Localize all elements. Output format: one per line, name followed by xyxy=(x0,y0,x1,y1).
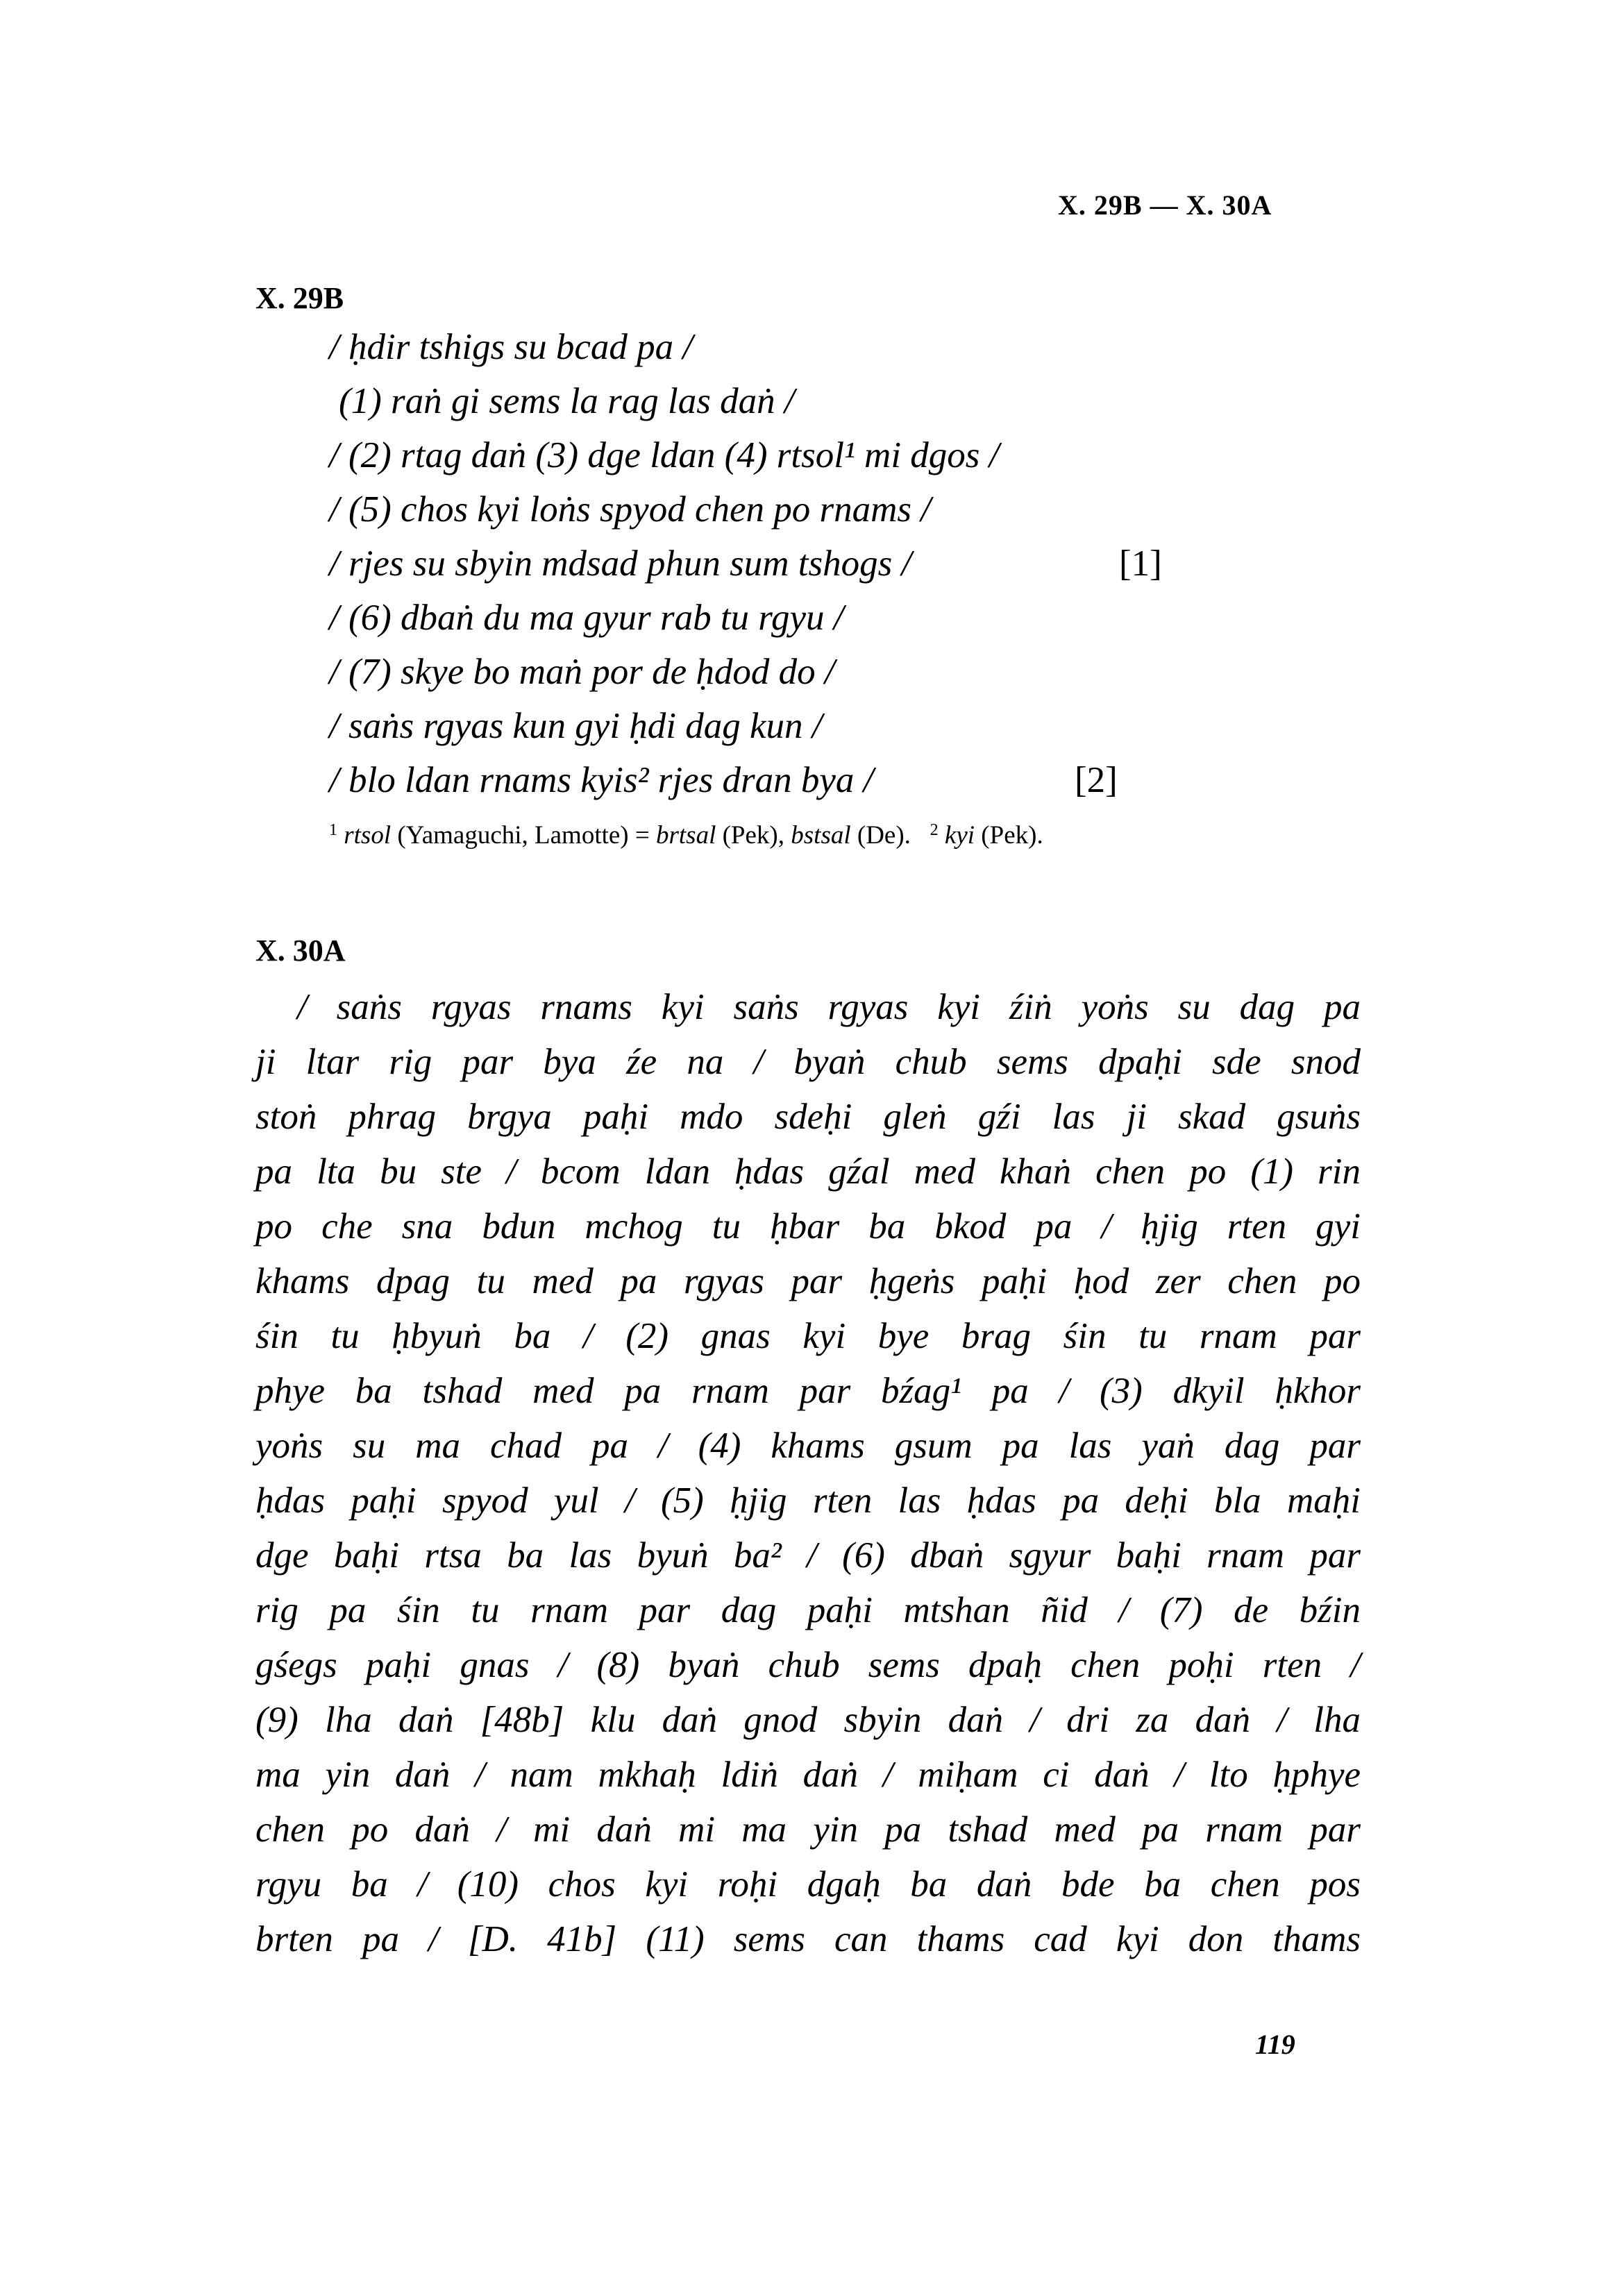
verse-text: / saṅs rgyas kun gyi ḥdi dag kun / xyxy=(329,706,823,746)
prose-line: dge baḥi rtsa ba las byuṅ ba² / (6) dbaṅ sgyur baḥi rnam par xyxy=(255,1535,1361,1576)
prose-line: phye ba tshad med pa rnam par bźag¹ pa / (3) dkyil ḥkhor xyxy=(255,1371,1361,1411)
verse-text: / blo ldan rnams kyis² rjes dran bya / xyxy=(329,760,874,800)
verse-line xyxy=(0,543,1623,598)
footnote-text: (Yamaguchi, Lamotte) = xyxy=(397,821,650,850)
footnote-mark: 1 xyxy=(329,821,337,839)
prose-block xyxy=(255,980,1361,1967)
footnote-mark: 2 xyxy=(930,821,939,839)
verse-text: / (2) rtag daṅ (3) dge ldan (4) rtsol¹ mi dgos / xyxy=(329,435,1000,475)
verse-text: / rjes su sbyin mdsad phun sum tshogs / xyxy=(329,543,912,584)
verse-text: / (5) chos kyi loṅs spyod chen po rnams / xyxy=(329,489,931,530)
verse-line xyxy=(0,705,1623,761)
verse-text: / ḥdir tshigs su bcad pa / xyxy=(329,327,693,367)
prose-line: śin tu ḥbyuṅ ba / (2) gnas kyi bye brag śin tu rnam par xyxy=(255,1316,1361,1356)
prose-line: stoṅ phrag brgya paḥi mdo sdeḥi gleṅ gźi las ji skad gsuṅs xyxy=(255,1097,1361,1137)
prose-line: khams dpag tu med pa rgyas par ḥgeṅs paḥi ḥod zer chen po xyxy=(255,1261,1361,1301)
prose-line: rgyu ba / (10) chos kyi roḥi dgaḥ ba daṅ bde ba chen pos xyxy=(255,1864,1361,1905)
verse-line xyxy=(0,326,1623,382)
verse-reference: [1] xyxy=(1119,543,1162,584)
verse-text: / (6) dbaṅ du ma gyur rab tu rgyu / xyxy=(329,598,844,638)
prose-line: yoṅs su ma chad pa / (4) khams gsum pa las yaṅ dag par xyxy=(255,1426,1361,1466)
prose-line: ji ltar rig par bya źe na / byaṅ chub sems dpaḥi sde snod xyxy=(255,1042,1361,1082)
verse-line xyxy=(0,489,1623,544)
footnote-variant: bstsal xyxy=(791,821,851,850)
verse-text: / (7) skye bo maṅ por de ḥdod do / xyxy=(329,652,835,692)
page-number: 119 xyxy=(1255,2029,1295,2060)
verse-text: (1) raṅ gi sems la rag las daṅ / xyxy=(339,381,795,421)
running-head: X. 29B — X. 30A xyxy=(1058,189,1272,221)
prose-line: po che sna bdun mchog tu ḥbar ba bkod pa / ḥjig rten gyi xyxy=(255,1206,1361,1247)
footnote-word: rtsol xyxy=(344,821,392,850)
prose-line: rig pa śin tu rnam par dag paḥi mtshan ñid / (7) de bźin xyxy=(255,1590,1361,1630)
prose-line: chen po daṅ / mi daṅ mi ma yin pa tshad med pa rnam par xyxy=(255,1809,1361,1850)
prose-line: (9) lha daṅ [48b] klu daṅ gnod sbyin daṅ / dri za daṅ / lha xyxy=(255,1700,1361,1740)
footnote-variant: brtsal xyxy=(656,821,716,850)
prose-line: pa lta bu ste / bcom ldan ḥdas gźal med khaṅ chen po (1) rin xyxy=(255,1151,1361,1192)
section-heading-30a: X. 30A xyxy=(255,934,346,968)
prose-line: brten pa / [D. 41b] (11) sems can thams cad kyi don thams xyxy=(255,1919,1361,1959)
verse-line xyxy=(0,651,1623,707)
verse-reference: [2] xyxy=(1075,760,1118,800)
footnote-source: (De). xyxy=(857,821,911,850)
verse-line xyxy=(0,759,1623,815)
footnote-source: (Pek), xyxy=(722,821,785,850)
footnote-source: (Pek). xyxy=(981,821,1043,850)
verse-line xyxy=(0,597,1623,652)
footnote-word: kyi xyxy=(944,821,975,850)
prose-line: gśegs paḥi gnas / (8) byaṅ chub sems dpaḥ chen poḥi rten / xyxy=(255,1645,1361,1685)
prose-line: ḥdas paḥi spyod yul / (5) ḥjig rten las ḥdas pa deḥi bla maḥi xyxy=(255,1480,1361,1521)
verse-line xyxy=(0,434,1623,490)
prose-line: ma yin daṅ / nam mkhaḥ ldiṅ daṅ / miḥam ci daṅ / lto ḥphye xyxy=(255,1755,1361,1795)
prose-line: / saṅs rgyas rnams kyi saṅs rgyas kyi źiṅ yoṅs su dag pa xyxy=(297,987,1361,1027)
footnotes xyxy=(329,820,1043,850)
section-heading-29b: X. 29B xyxy=(255,281,344,315)
verse-line xyxy=(0,380,1623,436)
